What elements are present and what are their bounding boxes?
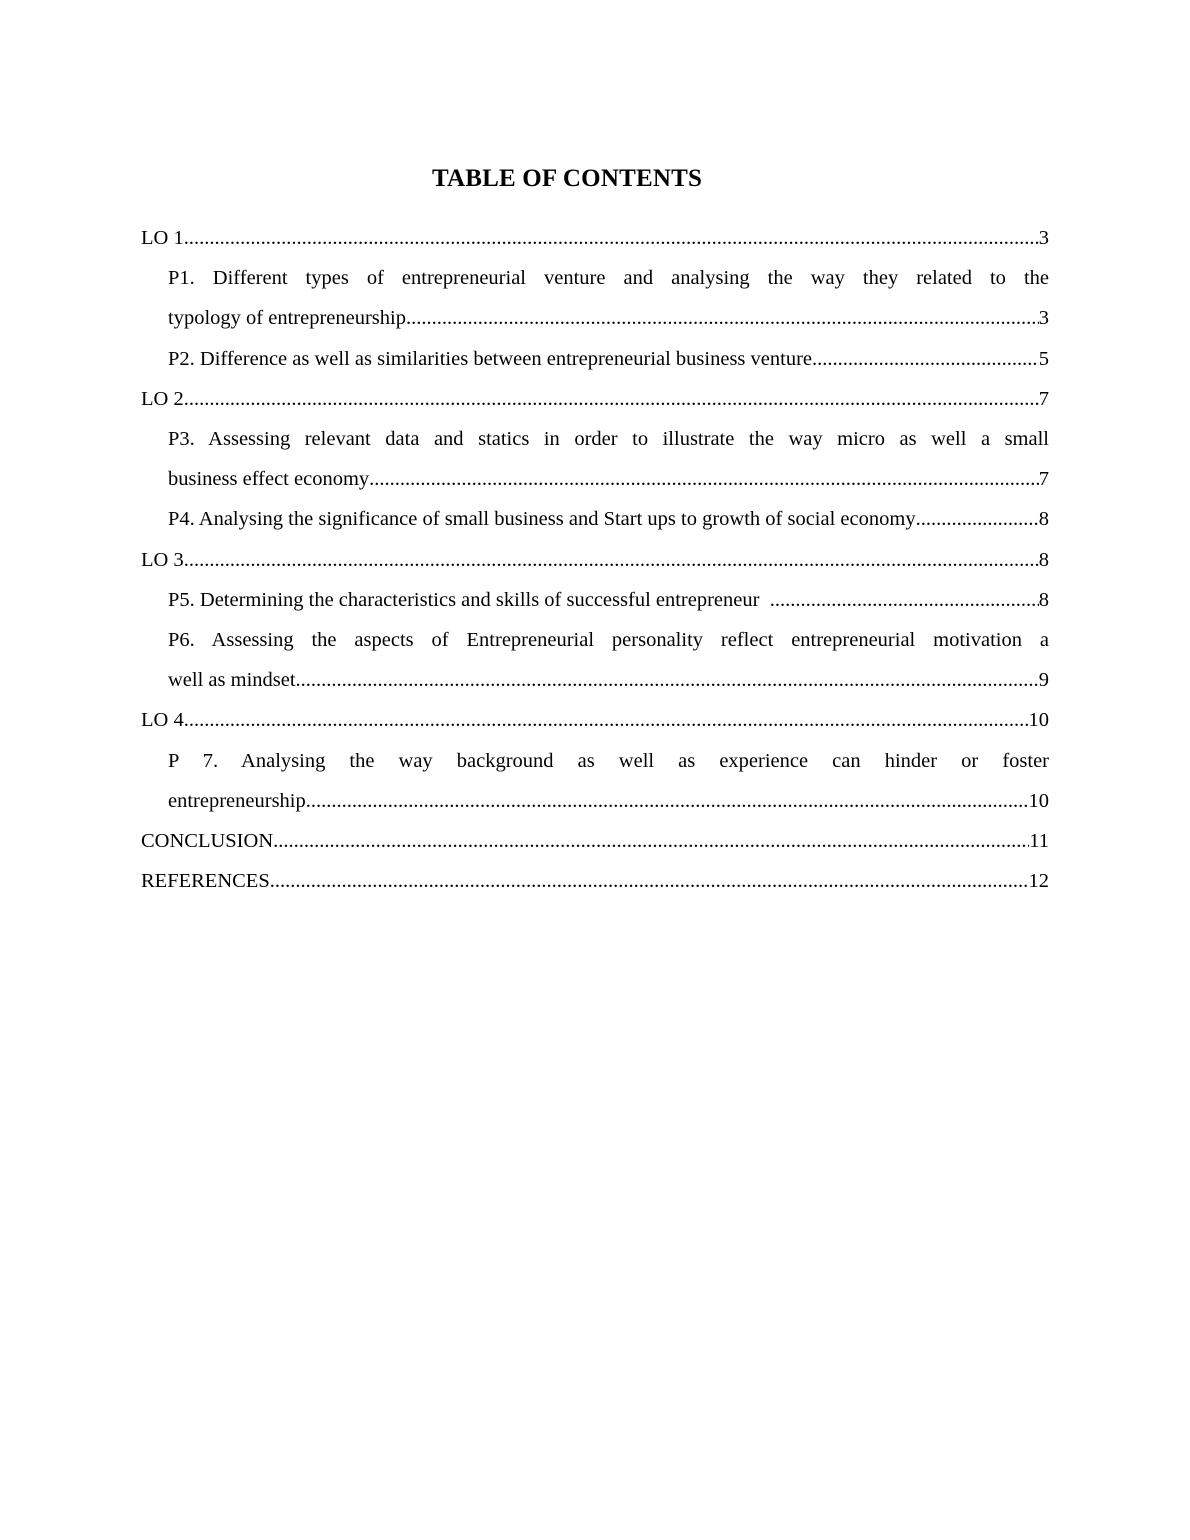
toc-entry-label: business effect economy [168, 468, 370, 491]
dot-leader [270, 861, 1029, 901]
toc-entry-label: P2. Difference as well as similarities between entrepreneurial business venture [168, 347, 813, 370]
toc-entry-p4[interactable] [141, 499, 1049, 539]
toc-page-number: 3 [1038, 227, 1049, 249]
toc-entry-lo4[interactable] [141, 700, 1049, 740]
toc-page-number: 8 [1038, 508, 1049, 531]
toc-entry-p7[interactable] [141, 781, 1049, 821]
toc-entry-p6[interactable] [141, 660, 1049, 700]
toc-entry-p7-line1[interactable]: P 7. Analysing the way background as well as experience can hinder or foster [168, 749, 1049, 772]
toc-entry-label: well as mindset. [168, 669, 301, 692]
toc-page-number: 10 [1028, 789, 1049, 812]
toc-entry-p1-line1[interactable]: P1. Different types of entrepreneurial venture and analysing the way they related to the [168, 267, 1049, 290]
toc-entry-p2[interactable] [141, 339, 1049, 379]
toc-page-number: 8 [1038, 548, 1049, 571]
toc-entry-label: REFERENCES [141, 870, 270, 893]
dot-leader [916, 499, 1039, 539]
dot-leader [184, 218, 1039, 258]
toc-entry-label: CONCLUSION [141, 830, 274, 853]
toc-entry-lo1[interactable] [141, 218, 1049, 258]
toc-entry-p6-line1[interactable]: P6. Assessing the aspects of Entrepreneurial personality reflect entrepreneurial motivation a [168, 629, 1049, 652]
toc-entry-conclusion[interactable] [141, 821, 1049, 861]
toc-entry-label: P4. Analysing the significance of small business and Start ups to growth of social economy [168, 508, 916, 531]
page-title: TABLE OF CONTENTS [431, 165, 703, 192]
toc-page-number: 11 [1029, 830, 1049, 853]
toc-entry-p1[interactable] [141, 298, 1049, 338]
dot-leader [184, 540, 1039, 580]
toc-entry-label: LO 2 [141, 387, 184, 410]
dot-leader [311, 781, 1029, 821]
toc-page-number: 9 [1038, 669, 1049, 692]
dot-leader [369, 459, 1039, 499]
toc-entry-label: entrepreneurship. [168, 789, 311, 812]
toc-entry-label: LO 3 [141, 548, 184, 571]
toc-entry-label: typology of entrepreneurship [168, 307, 406, 330]
toc-page-number: 10 [1028, 709, 1049, 732]
toc-entry-lo3[interactable] [141, 540, 1049, 580]
toc-page-number: 7 [1038, 387, 1049, 410]
toc-page-number: 7 [1038, 468, 1049, 491]
dot-leader [770, 580, 1039, 620]
toc-entry-label: LO 1 [141, 227, 184, 249]
dot-leader [184, 379, 1039, 419]
toc-page-number: 12 [1028, 870, 1049, 893]
dot-leader [406, 298, 1039, 338]
toc-entry-p5[interactable] [141, 580, 1049, 620]
toc-entry-label: LO 4 [141, 709, 184, 732]
toc-entry-lo2[interactable] [141, 379, 1049, 419]
dot-leader [812, 339, 1039, 379]
toc-entry-references[interactable] [141, 861, 1049, 901]
toc-page-number: 8 [1038, 588, 1049, 611]
toc-page-number: 5 [1038, 347, 1049, 370]
table-of-contents [141, 218, 1049, 901]
toc-entry-label: P5. Determining the characteristics and skills of successful entrepreneur [168, 588, 770, 611]
dot-leader [184, 700, 1029, 740]
toc-entry-p3[interactable] [141, 459, 1049, 499]
toc-entry-p3-line1[interactable]: P3. Assessing relevant data and statics in order to illustrate the way micro as well a small [168, 428, 1049, 451]
dot-leader [301, 660, 1039, 700]
dot-leader [273, 821, 1029, 861]
toc-page-number: 3 [1038, 307, 1049, 330]
